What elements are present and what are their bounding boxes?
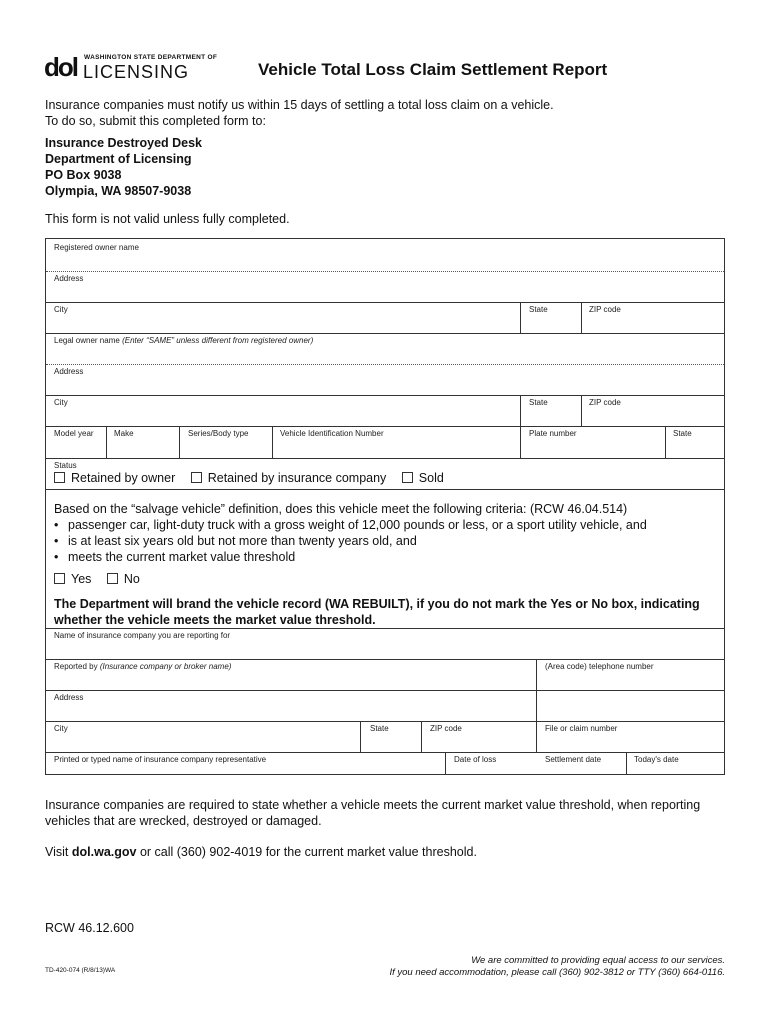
dol-logo-mark: dol (44, 52, 77, 82)
state-label: State (529, 305, 548, 314)
row-divider (46, 333, 724, 334)
address-label: Address (54, 367, 84, 376)
intro-text (45, 97, 725, 129)
yes-no-options (54, 572, 140, 586)
yes-label: Yes (71, 572, 92, 586)
row-divider (46, 395, 724, 396)
settlement-date-label: Settlement date (545, 755, 602, 764)
state-label: State (673, 429, 692, 438)
visit-post: or call (360) 902-4019 for the current market value threshold. (136, 845, 477, 859)
row-divider (46, 752, 724, 753)
logo-department: WASHINGTON STATE DEPARTMENT OF (84, 54, 218, 61)
status-label: Status (54, 461, 77, 470)
rcw-reference: RCW 46.12.600 (45, 921, 134, 935)
yes-option[interactable] (54, 572, 91, 586)
row-divider (46, 364, 724, 365)
option-label: Sold (418, 471, 444, 485)
todays-date-label: Today's date (634, 755, 679, 764)
registered-owner-label: Registered owner name (54, 243, 139, 252)
col-divider (581, 395, 582, 426)
plate-label: Plate number (529, 429, 577, 438)
access-line-2: If you need accommodation, please call (360) 902-3812 or TTY (360) 664-0116. (389, 967, 725, 978)
checkbox-icon[interactable] (107, 573, 118, 584)
row-divider (46, 302, 724, 303)
col-divider (272, 426, 273, 458)
criteria-intro: Based on the “salvage vehicle” definition, does this vehicle meet the following criteria: (RCW 46.04.514) (54, 502, 628, 516)
row-divider (46, 426, 724, 427)
col-divider (581, 302, 582, 333)
address-line: PO Box 9038 (45, 168, 122, 182)
rep-name-label: Printed or typed name of insurance company representative (54, 755, 267, 764)
col-divider (445, 752, 446, 775)
address-line: Olympia, WA 98507-9038 (45, 184, 192, 198)
reported-by-label (54, 662, 231, 671)
col-divider (421, 721, 422, 752)
address-label: Address (54, 693, 84, 702)
row-divider (46, 628, 724, 629)
col-divider (626, 752, 627, 775)
logo-licensing: LICENSING (83, 62, 190, 82)
no-label: No (123, 572, 140, 586)
address-label: Address (54, 274, 84, 283)
checkbox-icon[interactable] (54, 472, 65, 483)
city-label: City (54, 724, 68, 733)
series-label: Series/Body type (188, 429, 249, 438)
model-year-label: Model year (54, 429, 94, 438)
zip-label: ZIP code (589, 305, 621, 314)
city-label: City (54, 305, 68, 314)
validity-note: This form is not valid unless fully completed. (45, 212, 290, 226)
vin-label: Vehicle Identification Number (280, 429, 384, 438)
row-divider (46, 458, 724, 459)
row-divider (46, 721, 724, 722)
col-divider (665, 426, 666, 458)
form-number: TD-420-074 (R/8/13)WA (45, 967, 116, 974)
file-number-label: File or claim number (545, 724, 618, 733)
col-divider (536, 659, 537, 752)
row-divider (46, 271, 724, 272)
col-divider (520, 426, 521, 458)
row-divider (46, 690, 724, 691)
claim-form (45, 238, 725, 775)
no-option[interactable] (107, 572, 140, 586)
address-line: Insurance Destroyed Desk (45, 136, 203, 150)
address-line: Department of Licensing (45, 152, 192, 166)
salvage-criteria (54, 501, 716, 565)
legal-owner-note: (Enter “SAME” unless different from registered owner) (122, 336, 314, 345)
status-option-insurance[interactable] (191, 471, 387, 485)
date-of-loss-label: Date of loss (454, 755, 497, 764)
city-label: City (54, 398, 68, 407)
visit-note (45, 845, 477, 859)
row-divider (46, 659, 724, 660)
dol-website-link[interactable]: dol.wa.gov (71, 845, 137, 859)
criteria-item: • meets the current market value threshold (54, 549, 716, 565)
insurance-company-label: Name of insurance company you are reporting for (54, 631, 231, 640)
make-label: Make (114, 429, 134, 438)
zip-label: ZIP code (430, 724, 462, 733)
reported-by-note: (Insurance company or broker name) (99, 662, 232, 671)
visit-pre: Visit (45, 845, 72, 859)
status-options (54, 471, 456, 485)
col-divider (179, 426, 180, 458)
intro-line-2: To do so, submit this completed form to: (45, 114, 266, 128)
option-label: Retained by insurance company (207, 471, 387, 485)
status-option-owner[interactable] (54, 471, 175, 485)
option-label: Retained by owner (71, 471, 176, 485)
col-divider (106, 426, 107, 458)
intro-line-1: Insurance companies must notify us within 15 days of settling a total loss claim on a vehicle. (45, 98, 554, 112)
col-divider (520, 302, 521, 333)
status-option-sold[interactable] (402, 471, 444, 485)
state-label: State (529, 398, 548, 407)
col-divider (520, 395, 521, 426)
accessibility-note (389, 955, 725, 979)
legal-owner-text: Legal owner name (54, 336, 120, 345)
checkbox-icon[interactable] (402, 472, 413, 483)
threshold-note: Insurance companies are required to state whether a vehicle meets the current market value threshold, when reporting vehicles that are wrecked, destroyed or damaged. (45, 798, 701, 828)
access-line-1: We are committed to providing equal access to our services. (471, 955, 725, 966)
form-title: Vehicle Total Loss Claim Settlement Report (258, 60, 608, 79)
state-label: State (370, 724, 389, 733)
phone-label: (Area code) telephone number (545, 662, 654, 671)
col-divider (360, 721, 361, 752)
reported-by-text: Reported by (54, 662, 98, 671)
legal-owner-label (54, 336, 313, 345)
dol-logo (44, 52, 218, 84)
checkbox-icon[interactable] (191, 472, 202, 483)
criteria-item: • passenger car, light-duty truck with a gross weight of 12,000 pounds or less, or a sport utility vehicle, and (54, 517, 716, 533)
brand-notice: The Department will brand the vehicle record (WA REBUILT), if you do not mark the Yes or No box, indicating whether the vehicle meets the market value threshold. (54, 597, 700, 627)
checkbox-icon[interactable] (54, 573, 65, 584)
mailing-address (45, 135, 202, 199)
criteria-item: • is at least six years old but not more than twenty years old, and (54, 533, 716, 549)
zip-label: ZIP code (589, 398, 621, 407)
row-divider (46, 489, 724, 490)
